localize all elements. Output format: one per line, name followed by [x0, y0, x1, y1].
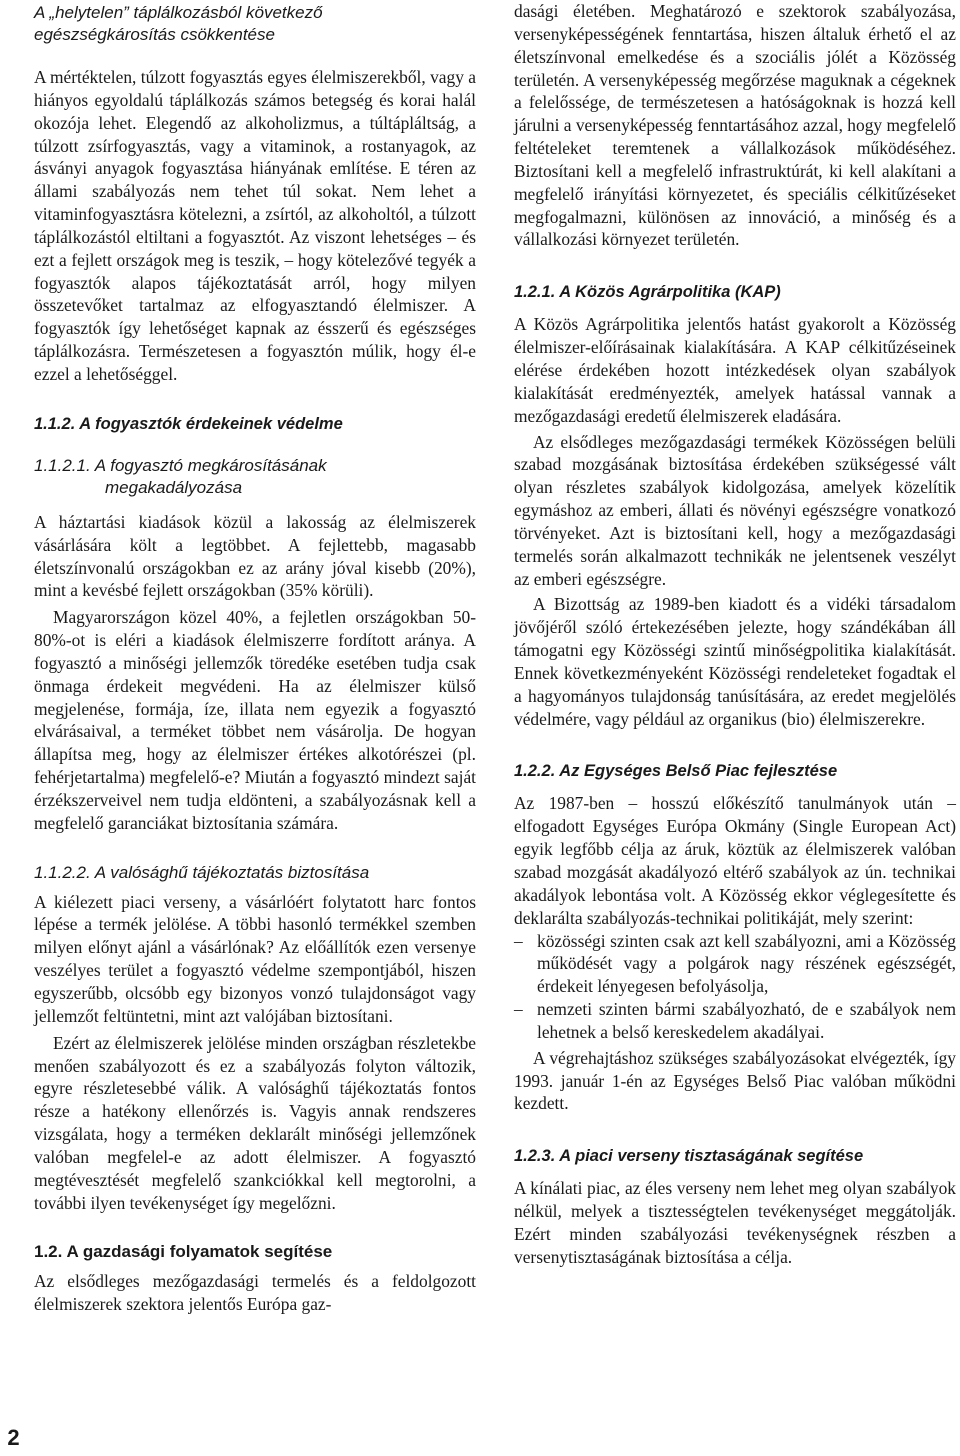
paragraph: Ezért az élelmiszerek jelölése minden országban részletekbe menően szabályozott és ez a szabályozás folyton változik, egyre részletesebbé válik. A valósághű tájékoztatás fontos része a hatékony ellenőrzés is. Vagyis annak rendszeres vizsgálata, hogy a terméken deklarált minőségi jellemzőnek valóban megfelel-e az adott élelmiszer. A fogyasztó megtévesztését megfelelő szankciókkal kell megtorolni, a további ilyen tevékenységet így megelőzni.: [34, 1032, 476, 1213]
dash-marker: –: [514, 930, 523, 951]
heading-1-1-2-1: [34, 455, 476, 499]
list-item: [514, 930, 956, 999]
list-item-text: nemzeti szinten bármi szabályozható, de e szabályok nem lehetnek a belső kereskedelem akadályai.: [537, 999, 956, 1042]
paragraph: Az elsődleges mezőgazdasági termékek Közösségen belüli szabad mozgásának biztosítása érdekében szükségessé vált olyan részletes szabályok kidolgozása, amelyek közelítik egymáshoz az emberi, állati és növényi egészségre vonatkozó törvényeket. Azt is biztosítani kell, hogy a mezőgazdasági termelés során alkalmazott technikák ne jelentsenek veszélyt az emberi egészségre.: [514, 431, 956, 589]
paragraph: A Bizottság az 1989-ben kiadott és a vidéki társadalom jövőjéről szóló értekezésében jelezte, hogy szándékában áll támogatni egy Közösségi szintű minőségpolitika kialakítását. Ennek következményeként Közösségi rendeleteket fogadtak el a hagyományos tulajdonság tanúsítására, az eredet megjelölés védelmére, vagy például az organikus (bio) élelmiszerekre.: [514, 594, 956, 729]
paragraph: A végrehajtáshoz szükséges szabályozásokat elvégezték, így 1993. január 1-én az Egységes Belső Piac valóban működni kezdett.: [514, 1047, 956, 1114]
paragraph: A Közös Agrárpolitika jelentős hatást gyakorolt a Közösség élelmiszer-előírásainak kialakítására. A KAP célkitűzéseinek elérése érdekében hozott intézkedések olyan szabályok kialakítását eredményezték, amelyek hatással vannak a mezőgazdasági eredetű élelmiszerek eladására.: [514, 314, 956, 426]
paragraph: A kiélezett piaci verseny, a vásárlóért folytatott harc fontos lépése a termék jelölése. A többi hasonló termékkel szemben milyen előnyt ajánl a vásárlónak? Az előállítók ezen versenye veszélyes terület a fogyasztó védelme szempontjából, hiszen egyszerűbb, olcsóbb egy bizonyos vonzó tulajdonságot vagy jellemzőt feltüntetni, mint azt valójában biztosítani.: [34, 891, 476, 1026]
list-item: [514, 998, 956, 1044]
section-title-line1: A „helytelen” táplálkozásból következő: [34, 3, 323, 22]
page-number: 2: [7, 1425, 20, 1450]
paragraph: dasági életében. Meghatározó e szektorok szabályozása, versenyképességének fenntartása, hiszen általuk érhető el az életszínvonal emelkedése és a szociális jólét a Közösség területén. A versenyképesség megőrzése maguknak a cégeknek a felelőssége, de természetesen a hatóságoknak is hozzá kell járulni a versenyképesség fenntartásához azzal, hogy megfelelő feltételeket teremtenek a vállalkozások működéséhez. Biztosítani kell a megfelelő infrastruktúrát, ki kell alakítani a megfelelő irányítási környezetet, és speciális célkitűzéseket megfogalmazni, különösen az innováció, a minőség és a vállalkozási környezet területén.: [514, 1, 956, 250]
heading-1-2-1: 1.2.1. A Közös Agrárpolitika (KAP): [514, 283, 781, 302]
heading-line2: megakadályozása: [105, 477, 243, 497]
dash-marker: –: [514, 999, 523, 1020]
paragraph: Magyarországon közel 40%, a fejletlen országokban 50-80%-ot is eléri a kiadások élelmiszerre fordított aránya. A fogyasztó a minőségi jellemzők töredéke esetében tudja csak önmaga érdekeit megvédeni. Ha az élelmiszer külső megjelenése, formája, íze, illata nem egyezik a fogyasztó elvárásaival, a terméket többet nem vásárolja. De hogyan állapítsa meg, hogy az élelmiszer értékes alkotórészei (pl. fehérjetartalma) megfelelő-e? Miután a fogyasztó mindezt saját érzékszerveivel nem tudja eldönteni, a szabályozásnak kell a megfelelő garanciákat biztosítania számára.: [34, 607, 476, 833]
policy-list: [514, 930, 956, 1044]
section-title: [34, 2, 476, 46]
heading-1-2: 1.2. A gazdasági folyamatok segítése: [34, 1242, 333, 1262]
paragraph: Az 1987-ben – hosszú előkészítő tanulmányok után – elfogadott Egységes Európa Okmány (Single European Act) egyik legfőbb célja az áruk, köztük az élelmiszerek valóban szabad mozgását akadályozó eltérő szabályok az ún. technikai akadályok lebontása volt. A Közösség ekkor véglegesítette és deklarálta szabályozás-technikai politikáját, mely szerint:: [514, 793, 956, 928]
left-column: [34, 0, 476, 1316]
paragraph: A mértéktelen, túlzott fogyasztás egyes élelmiszerekből, vagy a hiányos egyoldalú táplálkozás számos betegség és korai halál okozója lehet. Elegendő az alkoholizmus, a túltápláltság, a túlzott zsírfogyasztás, vagy a vitaminok, a rostanyagok, az ásványi anyagok fogyasztása hiányának említése. E téren az állami szabályozás nem tehet túl sokat. Nem lehet a vitaminfogyasztásra kötelezni, a zsírtól, az alkoholtól, a túlzott táplálkozástól eltiltani a fogyasztót. Az viszont lehetséges – és ezt a fejlett országok meg is teszik, – hogy kötelezővé tegyék a fogyasztók alapos tájékoztatását arról, hogy milyen összetevőket tartalmaz az elfogyasztandó élelmiszer. A fogyasztók így lehetőséget kapnak az ésszerű és egészséges táplálkozásra. Természetesen a fogyasztón múlik, hogy él-e ezzel a lehetőséggel.: [34, 67, 476, 384]
heading-line1: 1.1.2.1. A fogyasztó megkárosításának: [34, 455, 327, 475]
list-item-text: közösségi szinten csak azt kell szabályozni, ami a Közösség működését vagy a polgárok nagy részének egészségét, érdekeit lényegesen befolyásolja,: [537, 930, 956, 997]
heading-1-2-3: 1.2.3. A piaci verseny tisztaságának segítése: [514, 1147, 864, 1166]
heading-1-2-2: 1.2.2. Az Egységes Belső Piac fejlesztése: [514, 762, 838, 781]
right-column: [514, 0, 956, 1269]
section-title-line2: egészségkárosítás csökkentése: [34, 25, 275, 44]
paragraph: A háztartási kiadások közül a lakosság az élelmiszerek vásárlására költ a legtöbbet. A fejlettebb, magasabb életszínvonalú országokban ez az arány jóval kisebb (20%), mint a kevésbé fejlett országokban (35% körüli).: [34, 511, 476, 601]
heading-1-1-2-2: 1.1.2.2. A valósághű tájékoztatás biztosítása: [34, 862, 370, 882]
paragraph: Az elsődleges mezőgazdasági termelés és a feldolgozott élelmiszerek szektora jelentős Európa gaz-: [34, 1271, 476, 1315]
paragraph: A kínálati piac, az éles verseny nem lehet meg olyan szabályok nélkül, melyek a tisztességtelen tevékenységet meggátolják. Ezért minden szabályozási tevékenységnek részben a versenytisztaságának biztosítása a célja.: [514, 1178, 956, 1267]
heading-1-1-2: 1.1.2. A fogyasztók érdekeinek védelme: [34, 414, 343, 433]
